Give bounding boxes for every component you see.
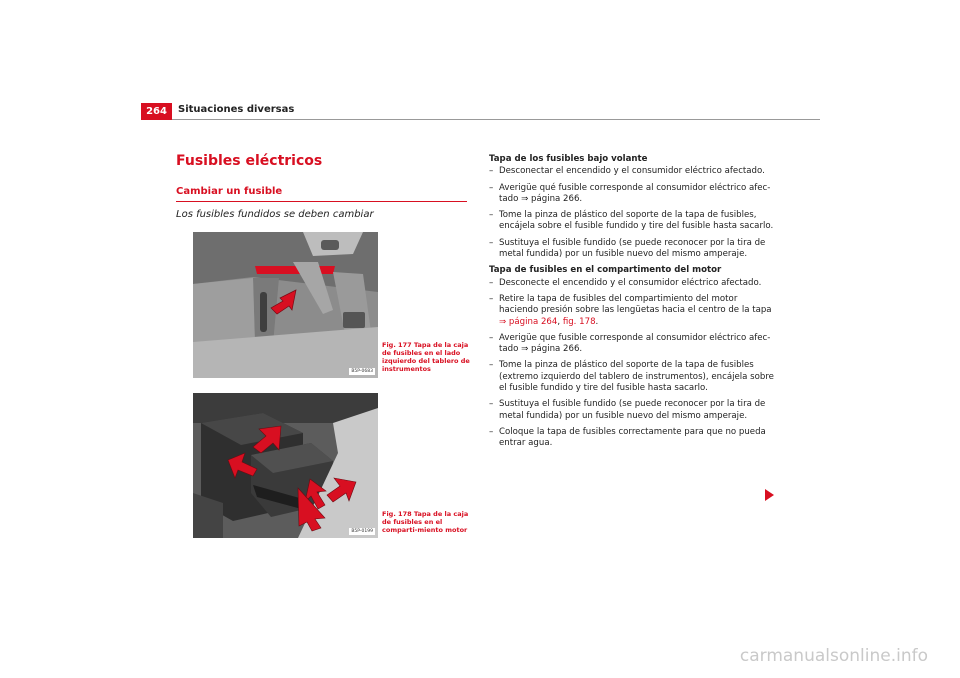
list-item: – Desconecte el encendido y el consumidor eléctrico afectado. bbox=[489, 278, 779, 289]
list-item: – Tome la pinza de plástico del soporte de la tapa de fusibles, encájela sobre el fusible fundido y tire del fusible hasta sacarlo. bbox=[489, 210, 779, 233]
list-item: – Averigüe qué fusible corresponde al consumidor eléctrico afec-tado ⇒ página 266. bbox=[489, 183, 779, 206]
intro-text: Los fusibles fundidos se deben cambiar bbox=[176, 209, 374, 220]
header-rule bbox=[172, 119, 820, 120]
steps-list-steering bbox=[489, 166, 779, 260]
separator: , bbox=[557, 316, 563, 327]
page-264-link[interactable]: ⇒ página 264 bbox=[499, 316, 558, 327]
list-item: – Desconectar el encendido y el consumidor eléctrico afectado. bbox=[489, 166, 779, 177]
watermark: carmanualsonline.info bbox=[739, 646, 928, 666]
figure-177-caption: Fig. 177 Tapa de la caja de fusibles en el lado izquierdo del tablero de instrumentos bbox=[382, 341, 470, 373]
figure-177-code: B5P-0683 bbox=[351, 369, 373, 374]
running-title: Situaciones diversas bbox=[178, 104, 295, 115]
subsection-title: Cambiar un fusible bbox=[176, 186, 283, 197]
list-item: – Sustituya el fusible fundido (se puede reconocer por la tira de metal fundida) por un fusible nuevo del mismo amperaje. bbox=[489, 238, 779, 261]
page-number: 264 bbox=[141, 103, 172, 120]
list-item bbox=[489, 294, 779, 328]
list-item: – Coloque la tapa de fusibles correctamente para que no pueda entrar agua. bbox=[489, 427, 779, 450]
period: . bbox=[595, 316, 599, 327]
figure-178-code: B5P-0199 bbox=[351, 529, 373, 534]
instructions-heading-engine: Tapa de fusibles en el compartimento del motor bbox=[489, 265, 722, 276]
page-header bbox=[141, 103, 820, 120]
list-item: – Sustituya el fusible fundido (se puede reconocer por la tira de metal fundida) por un fusible nuevo del mismo amperaje. bbox=[489, 399, 779, 422]
figure-178-caption: Fig. 178 Tapa de la caja de fusibles en el comparti-miento motor bbox=[382, 510, 469, 534]
continue-arrow-icon bbox=[765, 489, 774, 501]
steps-list-engine bbox=[489, 278, 779, 450]
instructions-heading-steering: Tapa de los fusibles bajo volante bbox=[489, 154, 648, 164]
figure-178-photo bbox=[193, 393, 378, 538]
fig-178-link[interactable]: fig. 178 bbox=[562, 316, 596, 327]
figure-177-photo bbox=[193, 232, 378, 378]
instructions-column bbox=[489, 154, 779, 455]
list-item: – Averigüe que fusible corresponde al consumidor eléctrico afec-tado ⇒ página 266. bbox=[489, 333, 779, 356]
subsection-rule bbox=[176, 201, 467, 202]
section-title: Fusibles eléctricos bbox=[176, 153, 323, 169]
engine-fuse-cover-illustration bbox=[193, 393, 378, 538]
step-text: Retire la tapa de fusibles del compartimiento del motor haciendo presión sobre las lengüetas hacia el centro de la tapa bbox=[499, 293, 772, 316]
list-item: – Tome la pinza de plástico del soporte de la tapa de fusibles (extremo izquierdo del tablero de instrumentos), encájela sobre el fusible fundido y tire del fusible hasta sacarlo. bbox=[489, 360, 779, 394]
dashboard-fuse-cover-illustration bbox=[193, 232, 378, 378]
